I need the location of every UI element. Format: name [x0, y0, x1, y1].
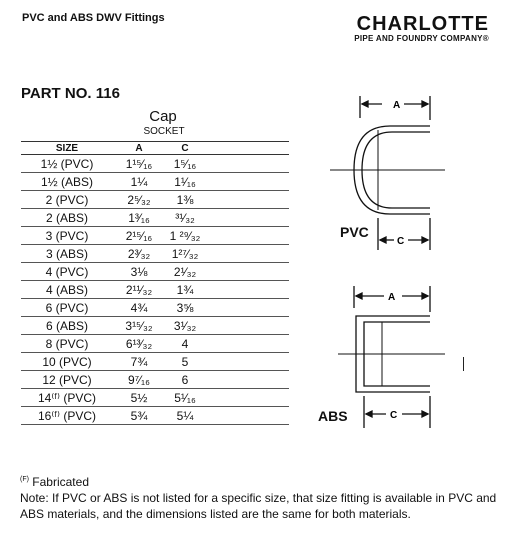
cell-c: 4	[165, 335, 205, 353]
cell-size: 4 (ABS)	[21, 281, 113, 299]
pvc-dim-c-label: C	[397, 236, 405, 247]
cell-spacer	[205, 263, 289, 281]
header-c: C	[165, 143, 205, 155]
cell-size: 14⁽ᶠ⁾ (PVC)	[21, 389, 113, 407]
cell-size: 2 (PVC)	[21, 191, 113, 209]
table-row	[21, 191, 289, 209]
cell-c: 1⅜	[165, 191, 205, 209]
pvc-dim-a-label: A	[393, 100, 401, 111]
table-row	[21, 281, 289, 299]
document-header-title: PVC and ABS DWV Fittings	[22, 12, 165, 24]
table-row	[21, 155, 289, 173]
cell-c: 1⁵⁄₁₆	[165, 155, 205, 173]
abs-label: ABS	[318, 408, 348, 424]
brand-name: CHARLOTTE	[356, 13, 489, 35]
cell-a: 7¾	[113, 353, 165, 371]
cell-c: 5¼	[165, 407, 205, 425]
cell-a: 9⁷⁄₁₆	[113, 371, 165, 389]
table-row	[21, 173, 289, 191]
cell-size: 3 (ABS)	[21, 245, 113, 263]
footnote-text: Fabricated	[32, 475, 89, 489]
brand-subtitle: PIPE AND FOUNDRY COMPANY®	[354, 34, 489, 43]
table-row	[21, 335, 289, 353]
table-row	[21, 245, 289, 263]
cell-c: 1²⁷⁄₃₂	[165, 245, 205, 263]
cell-size: 12 (PVC)	[21, 371, 113, 389]
cell-spacer	[205, 281, 289, 299]
cell-spacer	[205, 371, 289, 389]
cell-a: 2¹¹⁄₃₂	[113, 281, 165, 299]
note-text: Note: If PVC or ABS is not listed for a specific size, that size fitting is available in PVC and ABS materials, and the dimensions listed are the same for both materials.	[20, 491, 497, 521]
cell-size: 6 (PVC)	[21, 299, 113, 317]
table-row	[21, 353, 289, 371]
abs-dim-a-label: A	[388, 292, 396, 303]
cell-size: 4 (PVC)	[21, 263, 113, 281]
cell-c: 1 ²⁹⁄₃₂	[165, 227, 205, 245]
cell-spacer	[205, 155, 289, 173]
brand-logo	[354, 14, 489, 43]
cell-c: 2¹⁄₃₂	[165, 263, 205, 281]
table-row	[21, 227, 289, 245]
cell-a: 3¹⁵⁄₃₂	[113, 317, 165, 335]
abs-cap-drawing	[338, 286, 445, 428]
table-row	[21, 317, 289, 335]
table-header-row	[21, 143, 289, 155]
table-row	[21, 263, 289, 281]
cell-a: 5¾	[113, 407, 165, 425]
cell-c: 3¹⁄₃₂	[165, 317, 205, 335]
cell-spacer	[205, 335, 289, 353]
dimension-table	[21, 143, 289, 425]
table-row	[21, 407, 289, 425]
socket-label: SOCKET	[143, 126, 185, 137]
cell-a: 1¹⁵⁄₁₆	[113, 155, 165, 173]
cell-size: 3 (PVC)	[21, 227, 113, 245]
cell-c: 5¹⁄₁₆	[165, 389, 205, 407]
cell-a: 5½	[113, 389, 165, 407]
table-row	[21, 371, 289, 389]
cell-size: 1½ (ABS)	[21, 173, 113, 191]
cell-a: 6¹³⁄₃₂	[113, 335, 165, 353]
part-number: PART NO. 116	[21, 85, 120, 102]
cell-spacer	[205, 209, 289, 227]
cell-a: 4¾	[113, 299, 165, 317]
cell-spacer	[205, 407, 289, 425]
abs-dim-c-label: C	[390, 410, 398, 421]
cell-size: 6 (ABS)	[21, 317, 113, 335]
cell-size: 2 (ABS)	[21, 209, 113, 227]
table-top-rule	[21, 141, 289, 142]
cell-spacer	[205, 353, 289, 371]
table-row	[21, 299, 289, 317]
cell-size: 10 (PVC)	[21, 353, 113, 371]
cell-spacer	[205, 191, 289, 209]
cell-c: 6	[165, 371, 205, 389]
cap-drawings	[320, 90, 450, 450]
footnote-mark: (F)	[20, 476, 29, 483]
table-row	[21, 209, 289, 227]
cell-spacer	[205, 299, 289, 317]
part-name: Cap	[149, 108, 177, 125]
footnote	[20, 475, 89, 489]
cell-spacer	[205, 245, 289, 263]
cell-a: 1³⁄₁₆	[113, 209, 165, 227]
cell-c: ³¹⁄₃₂	[165, 209, 205, 227]
cell-size: 8 (PVC)	[21, 335, 113, 353]
pvc-label: PVC	[340, 224, 369, 240]
cell-c: 5	[165, 353, 205, 371]
cell-a: 1¼	[113, 173, 165, 191]
cell-size: 1½ (PVC)	[21, 155, 113, 173]
cell-c: 1¹⁄₁₆	[165, 173, 205, 191]
cell-c: 1¾	[165, 281, 205, 299]
text-cursor-icon	[463, 357, 464, 371]
cell-spacer	[205, 317, 289, 335]
header-spacer	[205, 143, 289, 155]
cell-size: 16⁽ᶠ⁾ (PVC)	[21, 407, 113, 425]
cell-a: 2³⁄₃₂	[113, 245, 165, 263]
header-a: A	[113, 143, 165, 155]
cell-a: 2⁵⁄₃₂	[113, 191, 165, 209]
cell-spacer	[205, 173, 289, 191]
header-size: SIZE	[21, 143, 113, 155]
table-row	[21, 389, 289, 407]
cell-spacer	[205, 227, 289, 245]
cell-spacer	[205, 389, 289, 407]
cell-c: 3⅝	[165, 299, 205, 317]
cell-a: 2¹⁵⁄₁₆	[113, 227, 165, 245]
cell-a: 3⅛	[113, 263, 165, 281]
